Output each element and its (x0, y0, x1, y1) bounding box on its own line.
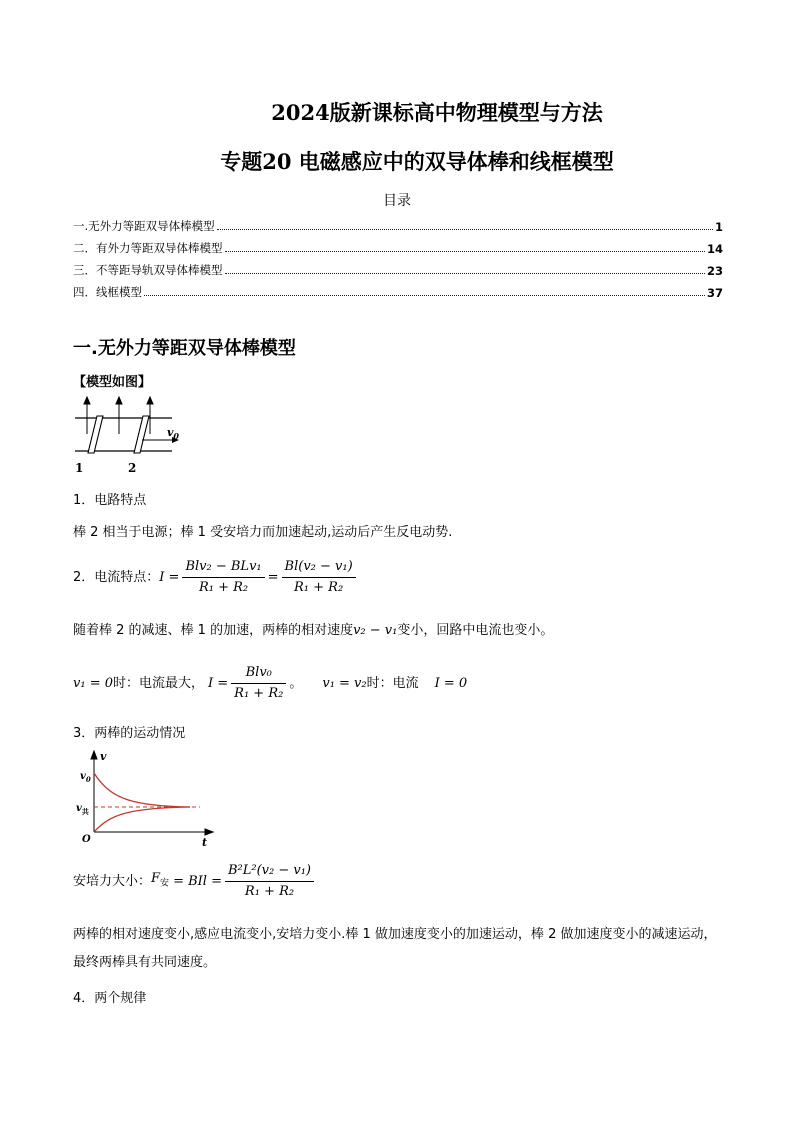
rod2-velocity-curve (94, 773, 190, 807)
toc-entry-4[interactable] (73, 282, 723, 300)
toc-leader (225, 272, 705, 274)
case1-end: 。 (289, 675, 303, 691)
fraction-denominator: R₁ + R₂ (198, 580, 249, 595)
toc-entry-label: 四．线框模型 (73, 285, 142, 299)
item2-line (73, 558, 359, 597)
case2-result: I = 0 (434, 675, 468, 691)
force-label: 安培力大小： (73, 873, 152, 889)
toc-leader (225, 250, 705, 252)
toc-entry-label: 三．不等距导轨双导体棒模型 (73, 263, 223, 277)
toc-entry-page: 23 (706, 264, 723, 278)
summary-paragraph: 两棒的相对速度变小,感应电流变小,安培力变小.棒 1 做加速度变小的加速运动，棒 2 做加速度变小的减速运动，最终两棒具有共同速度。 (73, 927, 717, 970)
toc-entry-label: 一.无外力等距双导体棒模型 (73, 219, 215, 233)
v0-label: $v_0$ (80, 771, 91, 784)
fraction-denominator: R₁ + R₂ (244, 884, 295, 899)
rod-2-label: 2 (128, 461, 137, 475)
fraction-denominator: R₁ + R₂ (234, 686, 284, 701)
item2-text-post: 变小，回路中电流也变小。 (397, 623, 554, 638)
v-axis-label: v (100, 750, 107, 763)
force-mid: = BIl = (173, 873, 222, 889)
current-fraction-2 (282, 558, 356, 597)
double-rod-diagram (70, 396, 190, 478)
case2-condition: v₁ = v₂ (322, 675, 367, 691)
toc-entry-1[interactable] (73, 216, 723, 234)
max-current-fraction (231, 664, 286, 703)
relative-velocity-expr: v₂ − v₁ (353, 623, 398, 638)
rod-1-label: 1 (75, 461, 84, 475)
toc-entry-label: 二．有外力等距双导体棒模型 (73, 241, 223, 255)
case2-text: 时：电流 (366, 675, 419, 691)
case1-lhs: I = (208, 675, 229, 691)
toc-leader (217, 228, 713, 230)
force-line (73, 862, 317, 901)
section-heading: 一.无外力等距双导体棒模型 (73, 338, 296, 359)
document-title: 2024版新课标高中物理模型与方法 (271, 100, 603, 125)
fraction-numerator: Blv₂ − BLv₁ (182, 558, 264, 578)
toc-entry-page: 1 (714, 220, 723, 234)
case-line (73, 664, 467, 703)
fraction-numerator: Bl(v₂ − v₁) (282, 558, 356, 578)
document-subtitle: 专题20 电磁感应中的双导体棒和线框模型 (220, 149, 614, 174)
toc-entry-3[interactable] (73, 260, 723, 278)
t-axis-label: t (202, 836, 208, 849)
case1-text: 时：电流最大， (112, 675, 204, 691)
toc-heading: 目录 (383, 193, 411, 209)
item3-title: 3．两棒的运动情况 (73, 726, 186, 741)
current-fraction-1 (182, 558, 264, 597)
axes (91, 751, 213, 835)
fraction-numerator: B²L²(v₂ − v₁) (225, 862, 314, 882)
item2-title: 2．电流特点： (73, 569, 160, 585)
fraction-numerator: Blv₀ (231, 664, 286, 684)
fraction-denominator: R₁ + R₂ (294, 580, 344, 595)
toc-entry-2[interactable] (73, 238, 723, 256)
force-fraction (225, 862, 314, 901)
common-velocity-label: $v_共$ (76, 803, 89, 816)
equals-sign: = (267, 569, 279, 585)
force-lhs: $F_安$ (151, 871, 170, 889)
eq-lhs: I = (159, 569, 180, 585)
rod-1 (88, 416, 103, 453)
toc-leader (144, 294, 705, 296)
item2-text-pre: 随着棒 2 的减速、棒 1 的加速，两棒的相对速度 (73, 623, 354, 638)
item1-title: 1．电路特点 (73, 493, 147, 508)
item2-text (73, 622, 553, 640)
velocity-label: $v_0$ (167, 426, 179, 441)
case1-condition: v₁ = 0 (73, 675, 113, 691)
velocity-time-graph (70, 750, 220, 850)
item4-title: 4．两个规律 (73, 991, 147, 1006)
toc-entry-page: 14 (706, 242, 723, 256)
item1-text: 棒 2 相当于电源；棒 1 受安培力而加速起动,运动后产生反电动势. (73, 525, 453, 540)
origin-label: O (82, 834, 91, 845)
rod-2 (134, 416, 149, 453)
rod1-velocity-curve (94, 807, 190, 832)
model-label: 【模型如图】 (73, 375, 152, 390)
toc-entry-page: 37 (706, 286, 723, 300)
